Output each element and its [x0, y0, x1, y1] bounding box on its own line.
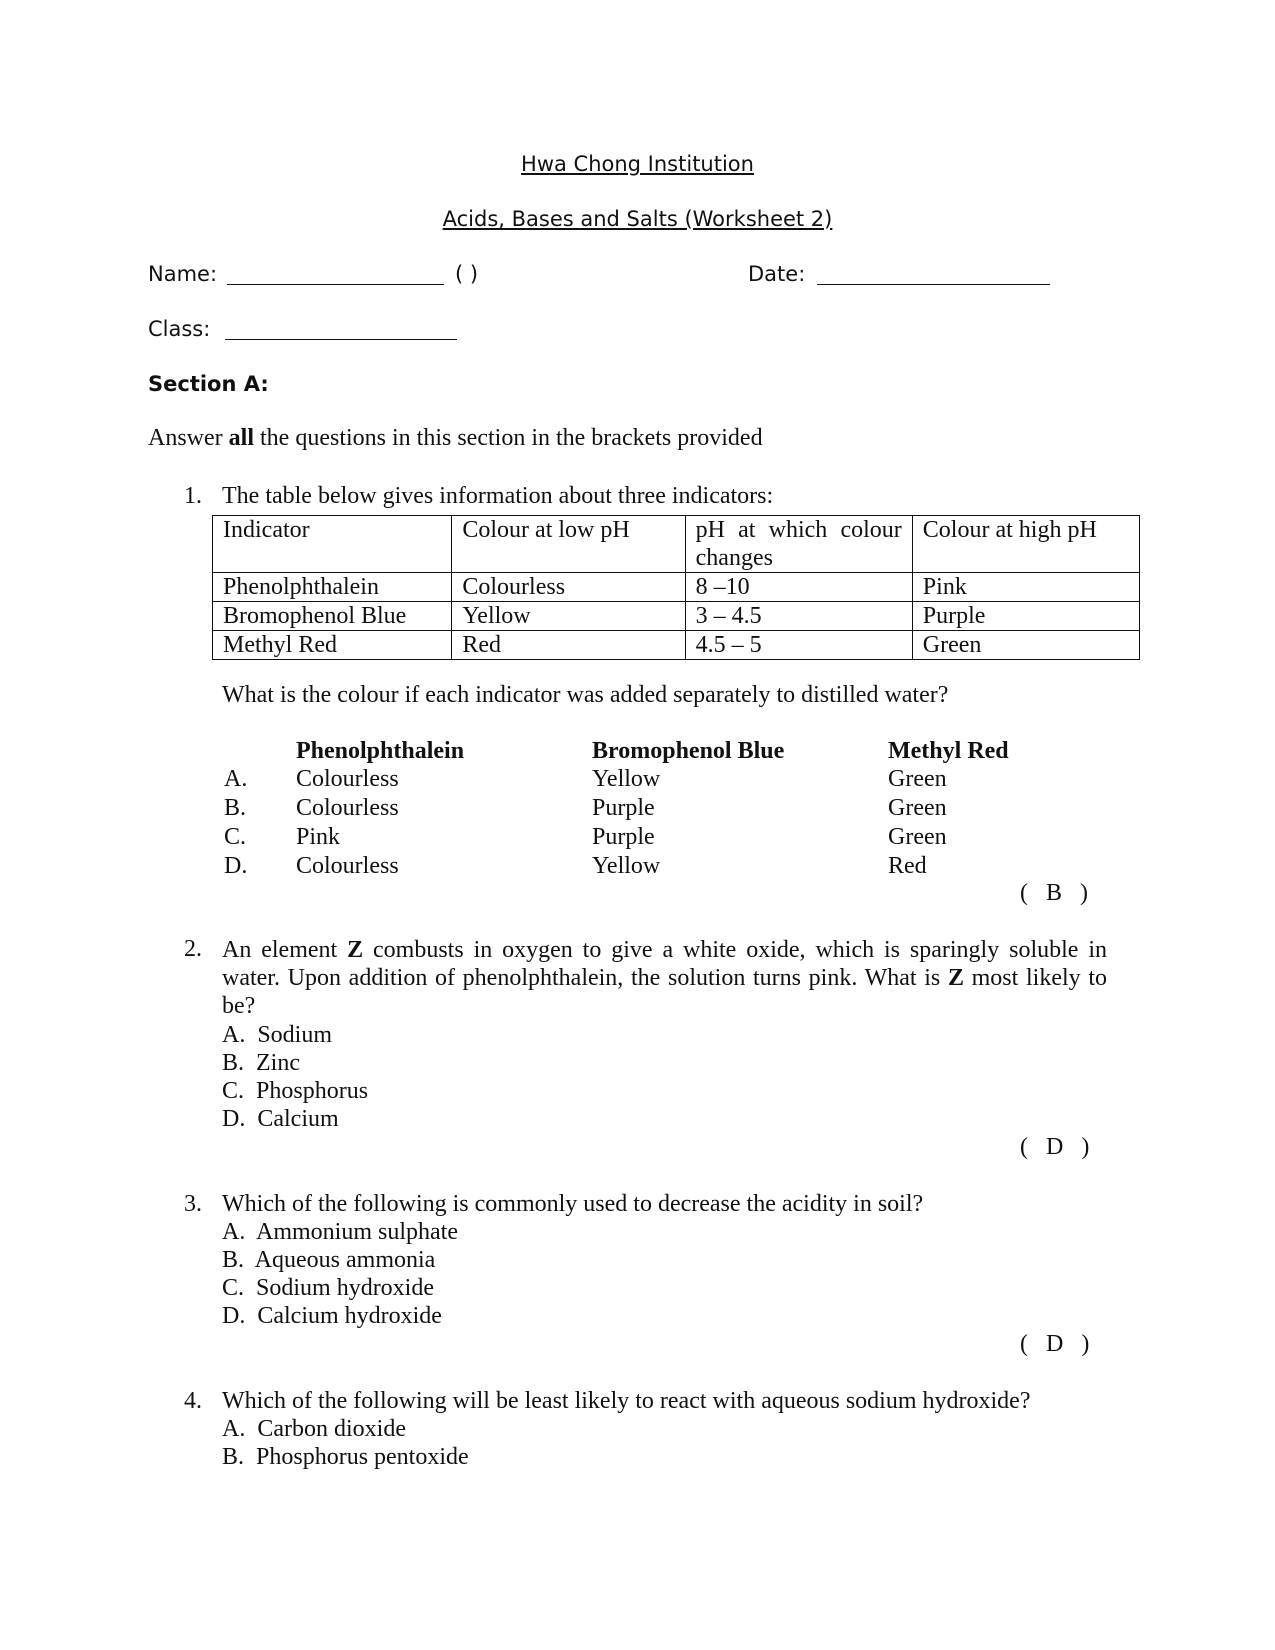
- option-cell: Pink: [296, 824, 341, 850]
- q2-number: 2.: [184, 936, 202, 962]
- table-cell: Colourless: [452, 573, 685, 602]
- option-cell: Purple: [592, 824, 655, 850]
- q4-option-b: B. Phosphorus pentoxide: [222, 1444, 469, 1470]
- option-header: Bromophenol Blue: [592, 738, 785, 764]
- option-cell: Colourless: [296, 766, 399, 792]
- option-cell: Yellow: [592, 766, 661, 792]
- option-cell: Colourless: [296, 853, 399, 879]
- table-cell: Purple: [912, 602, 1139, 631]
- table-cell: 8 –10: [685, 573, 912, 602]
- option-cell: Green: [888, 766, 947, 792]
- option-letter: D.: [224, 853, 248, 879]
- section-title: Section A:: [148, 372, 269, 396]
- worksheet-title: Acids, Bases and Salts (Worksheet 2): [442, 207, 833, 231]
- table-cell: Green: [912, 631, 1139, 660]
- table-row: [213, 631, 1140, 660]
- table-cell: 4.5 – 5: [685, 631, 912, 660]
- date-label: Date:: [748, 262, 806, 286]
- option-cell: Red: [888, 853, 927, 879]
- table-row: [213, 573, 1140, 602]
- q4-text: Which of the following will be least likely to react with aqueous sodium hydroxide?: [222, 1388, 1031, 1414]
- option-cell: Colourless: [296, 795, 399, 821]
- q3-text: Which of the following is commonly used to decrease the acidity in soil?: [222, 1191, 924, 1217]
- table-header: Colour at low pH: [452, 516, 685, 573]
- q3-option-b: B. Aqueous ammonia: [222, 1247, 436, 1273]
- index-brackets: ( ): [455, 262, 479, 286]
- class-field[interactable]: [225, 321, 457, 345]
- q3-option-a: A. Ammonium sulphate: [222, 1219, 458, 1245]
- section-instruction: Answer all the questions in this section in the brackets provided: [148, 425, 763, 451]
- q1-text: The table below gives information about three indicators:: [222, 483, 774, 509]
- q2-option-d: D. Calcium: [222, 1106, 339, 1132]
- q2-option-b: B. Zinc: [222, 1050, 300, 1076]
- table-cell: Pink: [912, 573, 1139, 602]
- table-header: Indicator: [213, 516, 452, 573]
- option-cell: Green: [888, 795, 947, 821]
- q3-number: 3.: [184, 1191, 202, 1217]
- school-title: Hwa Chong Institution: [521, 152, 754, 176]
- q3-option-d: D. Calcium hydroxide: [222, 1303, 442, 1329]
- option-header: Phenolphthalein: [296, 738, 465, 764]
- option-letter: B.: [224, 795, 247, 821]
- q4-option-a: A. Carbon dioxide: [222, 1416, 406, 1442]
- option-header: Methyl Red: [888, 738, 1009, 764]
- q2-answer-bracket[interactable]: ( D ): [1020, 1134, 1090, 1160]
- q1-number: 1.: [184, 483, 202, 509]
- q2-option-a: A. Sodium: [222, 1022, 333, 1048]
- option-letter: C.: [224, 824, 247, 850]
- q2-option-c: C. Phosphorus: [222, 1078, 369, 1104]
- table-cell: Red: [452, 631, 685, 660]
- option-cell: Green: [888, 824, 947, 850]
- q4-number: 4.: [184, 1388, 202, 1414]
- class-label: Class:: [148, 317, 211, 341]
- q3-answer-bracket[interactable]: ( D ): [1020, 1331, 1090, 1357]
- table-cell: Methyl Red: [213, 631, 452, 660]
- q2-text: An element Z combusts in oxygen to give a white oxide, which is sparingly soluble in water. Upon addition of phenolphthalein, the solution turns pink. What is Z most likely to be?: [222, 937, 1108, 1019]
- table-cell: Phenolphthalein: [213, 573, 452, 602]
- name-label: Name:: [148, 262, 218, 286]
- table-header: Colour at high pH: [912, 516, 1139, 573]
- option-cell: Purple: [592, 795, 655, 821]
- table-row: [213, 602, 1140, 631]
- option-letter: A.: [224, 766, 248, 792]
- indicator-table: [212, 515, 1140, 660]
- table-header: pH at which colour changes: [685, 516, 912, 573]
- table-cell: Yellow: [452, 602, 685, 631]
- name-field[interactable]: [227, 266, 444, 290]
- q3-option-c: C. Sodium hydroxide: [222, 1275, 435, 1301]
- table-header-row: [213, 516, 1140, 573]
- q1-question: What is the colour if each indicator was added separately to distilled water?: [222, 682, 949, 708]
- table-cell: Bromophenol Blue: [213, 602, 452, 631]
- q1-answer-bracket[interactable]: ( B ): [1020, 880, 1088, 906]
- date-field[interactable]: [817, 266, 1050, 290]
- table-cell: 3 – 4.5: [685, 602, 912, 631]
- option-cell: Yellow: [592, 853, 661, 879]
